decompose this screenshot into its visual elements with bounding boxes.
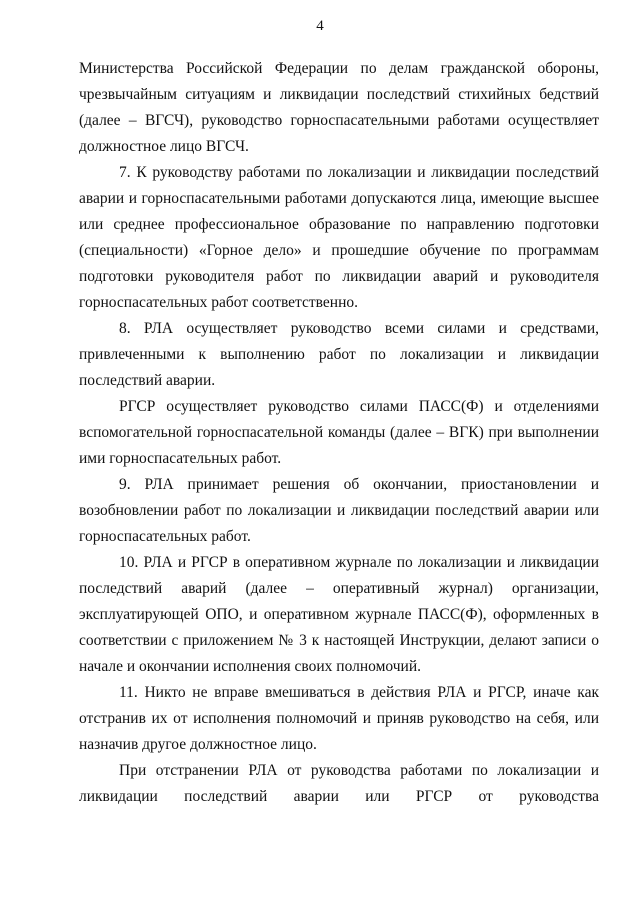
paragraph-8: 8. РЛА осуществляет руководство всеми силами и средствами, привлеченными к выполнению работ по локализации и ликвидации последствий аварии. [79,320,599,389]
paragraph-11: 11. Никто не вправе вмешиваться в действия РЛА и РГСР, иначе как отстранив их от исполнения полномочий и приняв руководство на себя, или назначив другое должностное лицо. [79,684,599,753]
paragraph-ministry-continuation: Министерства Российской Федерации по делам гражданской обороны, чрезвычайным ситуациям и ликвидации последствий стихийных бедствий (далее – ВГСЧ), руководство горноспасательными работами осуществляет должностное лицо ВГСЧ. [79,60,599,155]
paragraph-7: 7. К руководству работами по локализации и ликвидации последствий аварии и горноспасательными работами допускаются лица, имеющие высшее или среднее профессиональное образование по направлению подготовки (специальности) «Горное дело» и прошедшие обучение по программам подготовки руководителя работ по ликвидации аварий и руководителя горноспасательных работ соответственно. [79,164,599,311]
paragraph-rgsr: РГСР осуществляет руководство силами ПАСС(Ф) и отделениями вспомогательной горноспасательной команды (далее – ВГК) при выполнении ими горноспасательных работ. [79,398,599,467]
paragraph-removal: При отстранении РЛА от руководства работами по локализации и ликвидации последствий аварии или РГСР от руководства [79,762,599,805]
document-body [79,56,599,810]
paragraph-9: 9. РЛА принимает решения об окончании, приостановлении и возобновлении работ по локализации и ликвидации последствий аварии или горноспасательных работ. [79,476,599,545]
paragraph-10: 10. РЛА и РГСР в оперативном журнале по локализации и ликвидации последствий аварий (далее – оперативный журнал) организации, эксплуатирующей ОПО, и оперативном журнале ПАСС(Ф), оформленных в соответствии с приложением № 3 к настоящей Инструкции, делают записи о начале и окончании исполнения своих полномочий. [79,554,599,675]
page-number: 4 [316,18,324,34]
